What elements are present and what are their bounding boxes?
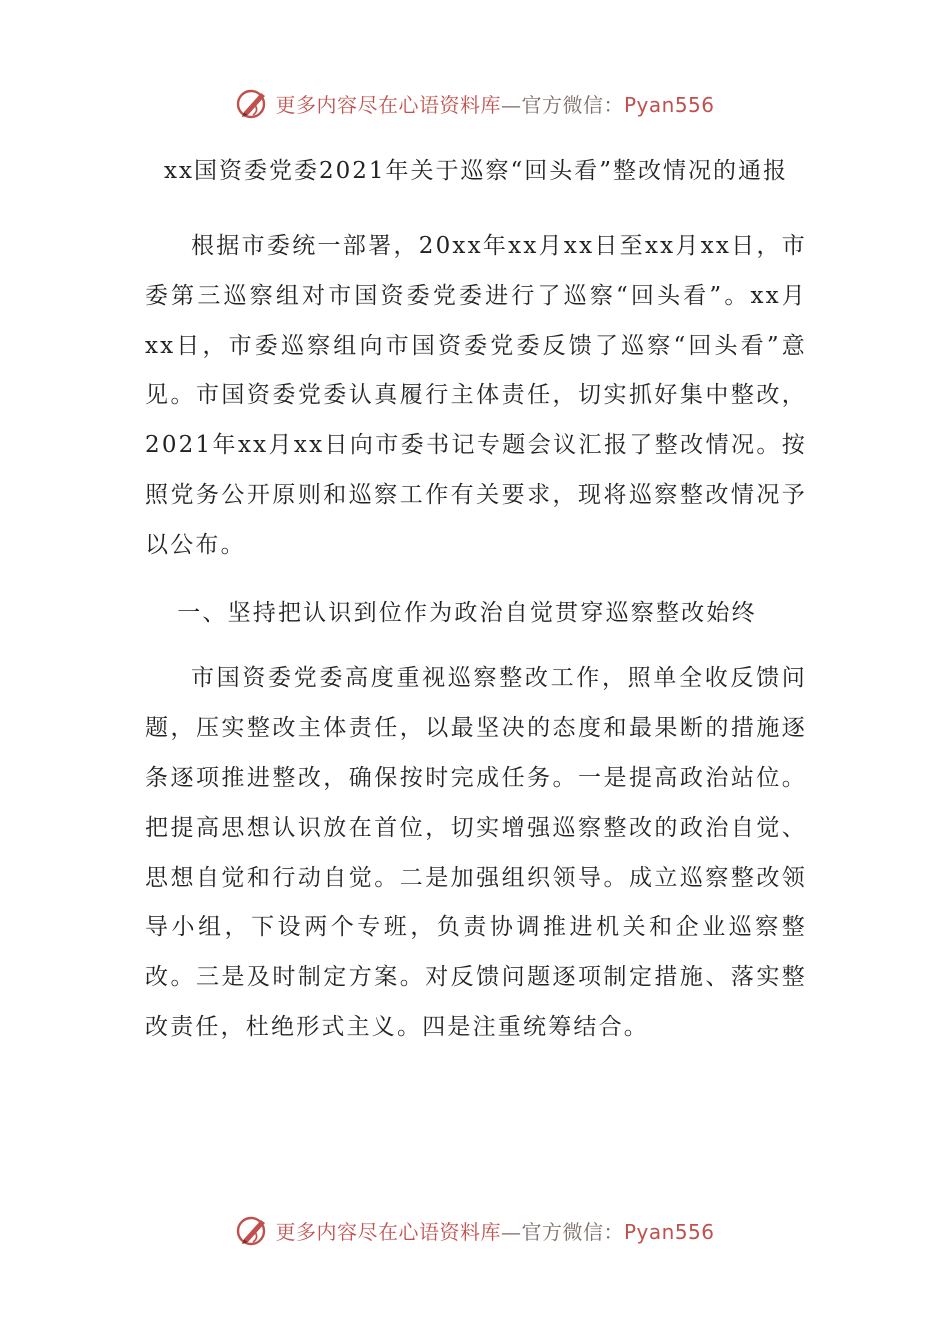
watermark-site-name: 更多内容尽在心语资料库 bbox=[275, 92, 501, 117]
intro-paragraph: 根据市委统一部署，20xx年xx月xx日至xx月xx日，市委第三巡察组对市国资委党委进行了巡察“回头看”。xx月xx日，市委巡察组向市国资委党委反馈了巡察“回头看”意见。市国资委党委认真履行主体责任，切实抓好集中整改，2021年xx月xx日向市委书记专题会议汇报了整改情况。按照党务公开原则和巡察工作有关要求，现将巡察整改情况予以公布。 bbox=[145, 233, 807, 558]
document-title: xx国资委党委2021年关于巡察“回头看”整改情况的通报 bbox=[164, 158, 788, 184]
watermark-text bbox=[275, 89, 714, 118]
header-watermark bbox=[0, 83, 950, 123]
section-heading-1: 一、坚持把认识到位作为政治自觉贯穿巡察整改始终 bbox=[177, 599, 757, 626]
document-body bbox=[145, 148, 807, 1053]
pen-circle-icon bbox=[235, 1212, 271, 1248]
watermark-site-name: 更多内容尽在心语资料库 bbox=[275, 1219, 501, 1244]
watermark-wechat-id: Pyan556 bbox=[623, 92, 715, 117]
pen-circle-icon bbox=[235, 85, 271, 121]
watermark-text bbox=[275, 1216, 714, 1245]
section-1-paragraph: 市国资委党委高度重视巡察整改工作，照单全收反馈问题，压实整改主体责任，以最坚决的态度和最果断的措施逐条逐项推进整改，确保按时完成任务。一是提高政治站位。把提高思想认识放在首位，切实增强巡察整改的政治自觉、思想自觉和行动自觉。二是加强组织领导。成立巡察整改领导小组，下设两个专班，负责协调推进机关和企业巡察整改。三是及时制定方案。对反馈问题逐项制定措施、落实整改责任，杜绝形式主义。四是注重统筹结合。 bbox=[145, 665, 807, 1040]
watermark-wechat-label: —官方微信： bbox=[500, 92, 624, 117]
footer-watermark bbox=[0, 1210, 950, 1250]
watermark-wechat-label: —官方微信： bbox=[500, 1219, 624, 1244]
watermark-wechat-id: Pyan556 bbox=[623, 1219, 715, 1244]
